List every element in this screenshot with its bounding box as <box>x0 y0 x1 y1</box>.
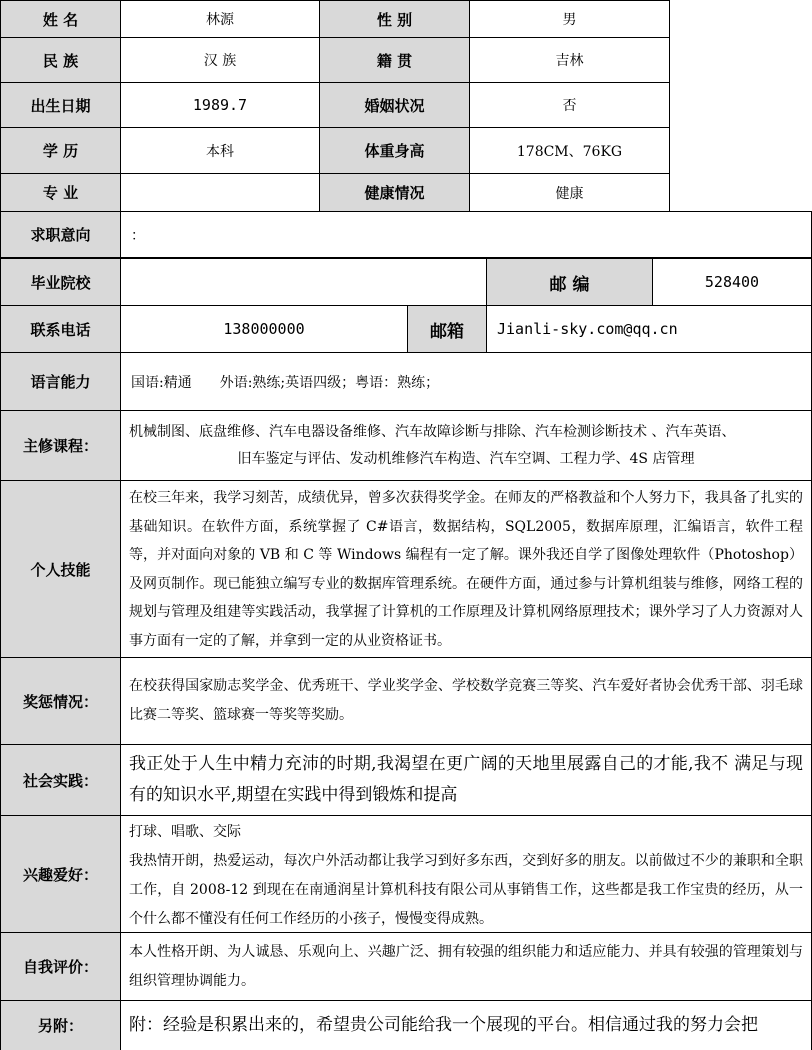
education-label: 学 历 <box>0 127 121 174</box>
major-label: 专 业 <box>0 173 121 212</box>
birth-label: 出生日期 <box>0 82 121 128</box>
email-label: 邮箱 <box>407 305 487 353</box>
phone-label: 联系电话 <box>0 305 121 353</box>
postcode-value: 528400 <box>652 257 812 306</box>
health-value: 健康 <box>469 173 670 212</box>
language-label: 语言能力 <box>0 352 121 411</box>
postcode-label: 邮 编 <box>486 257 653 306</box>
phone-value: 138000000 <box>120 305 408 353</box>
name-label: 姓 名 <box>0 0 121 38</box>
hobbies-text: 我热情开朗，热爱运动，每次户外活动都让我学习到好多东西，交到好多的朋友。以前做过不少的兼职和全职工作，自 2008-12 到现在在南通润星计算机科技有限公司从事销售工作，这些都是我工作宝贵的经历，从一个什么都不懂没有任何工作经历的小孩子，慢慢变得成熟。 <box>129 853 803 927</box>
appendix-label: 另附： <box>0 1000 121 1050</box>
origin-value: 吉林 <box>469 37 670 83</box>
practice-value: 我正处于人生中精力充沛的时期,我渴望在更广阔的天地里展露自己的才能,我不 满足与现有的知识水平,期望在实践中得到锻炼和提高 <box>120 744 812 816</box>
self-eval-value: 本人性格开朗、为人诚恳、乐观向上、兴趣广泛、拥有较强的组织能力和适应能力、并具有较强的管理策划与组织管理协调能力。 <box>120 932 812 1001</box>
origin-label: 籍 贯 <box>319 37 470 83</box>
hobbies-value <box>120 815 812 933</box>
practice-label: 社会实践： <box>0 744 121 816</box>
skills-value: 在校三年来，我学习刻苦，成绩优异，曾多次获得奖学金。在师友的严格教益和个人努力下，我具备了扎实的基础知识。在软件方面，系统掌握了 C#语言，数据结构，SQL2005，数据库原理，汇编语言，软件工程等，并对面向对象的 VB 和 C 等 Windows 编程有一定了解。课外我还自学了图像处理软件（Photoshop）及网页制作。现已能独立编写专业的数据库管理系统。在硬件方面，通过参与计算机组装与维修，网络工程的规划与管理及组建等实践活动，我掌握了计算机的工作原理及计算机网络原理技术；课外学习了人力资源对人事方面有一定的了解，并拿到一定的从业资格证书。 <box>120 480 812 658</box>
body-label: 体重身高 <box>319 127 470 174</box>
body-value: 178CM、76KG <box>469 127 670 174</box>
ethnicity-value: 汉 族 <box>120 37 320 83</box>
self-eval-label: 自我评价： <box>0 932 121 1001</box>
name-value: 林源 <box>120 0 320 38</box>
major-value <box>120 173 320 212</box>
hobbies-list: 打球、唱歌、交际 <box>129 824 241 840</box>
birth-value: 1989.7 <box>120 82 320 128</box>
school-label: 毕业院校 <box>0 257 121 306</box>
intention-value: ： <box>120 211 812 258</box>
appendix-value: 附：经验是积累出来的，希望贵公司能给我一个展现的平台。相信通过我的努力会把 <box>120 1000 812 1050</box>
courses-label: 主修课程： <box>0 410 121 481</box>
photo-box <box>669 0 812 212</box>
education-value: 本科 <box>120 127 320 174</box>
language-value: 国语:精通 外语:熟练;英语四级；粤语：熟练； <box>120 352 812 411</box>
intention-label: 求职意向 <box>0 211 121 258</box>
gender-value: 男 <box>469 0 670 38</box>
awards-label: 奖惩情况： <box>0 657 121 745</box>
email-value: Jianli-sky.com@qq.cn <box>486 305 812 353</box>
courses-line-1: 机械制图、底盘维修、汽车电器设备维修、汽车故障诊断与排除、汽车检测诊断技术 、汽车英语、 <box>129 424 736 440</box>
marital-value: 否 <box>469 82 670 128</box>
courses-line-2: 旧车鉴定与评估、发动机维修汽车构造、汽车空调、工程力学、4S 店管理 <box>237 451 695 467</box>
hobbies-label: 兴趣爱好： <box>0 815 121 933</box>
courses-value <box>120 410 812 481</box>
ethnicity-label: 民 族 <box>0 37 121 83</box>
skills-label: 个人技能 <box>0 480 121 658</box>
gender-label: 性 别 <box>319 0 470 38</box>
awards-value: 在校获得国家励志奖学金、优秀班干、学业奖学金、学校数学竞赛三等奖、汽车爱好者协会优秀干部、羽毛球比赛二等奖、篮球赛一等奖等奖励。 <box>120 657 812 745</box>
health-label: 健康情况 <box>319 173 470 212</box>
marital-label: 婚姻状况 <box>319 82 470 128</box>
school-value <box>120 257 487 306</box>
